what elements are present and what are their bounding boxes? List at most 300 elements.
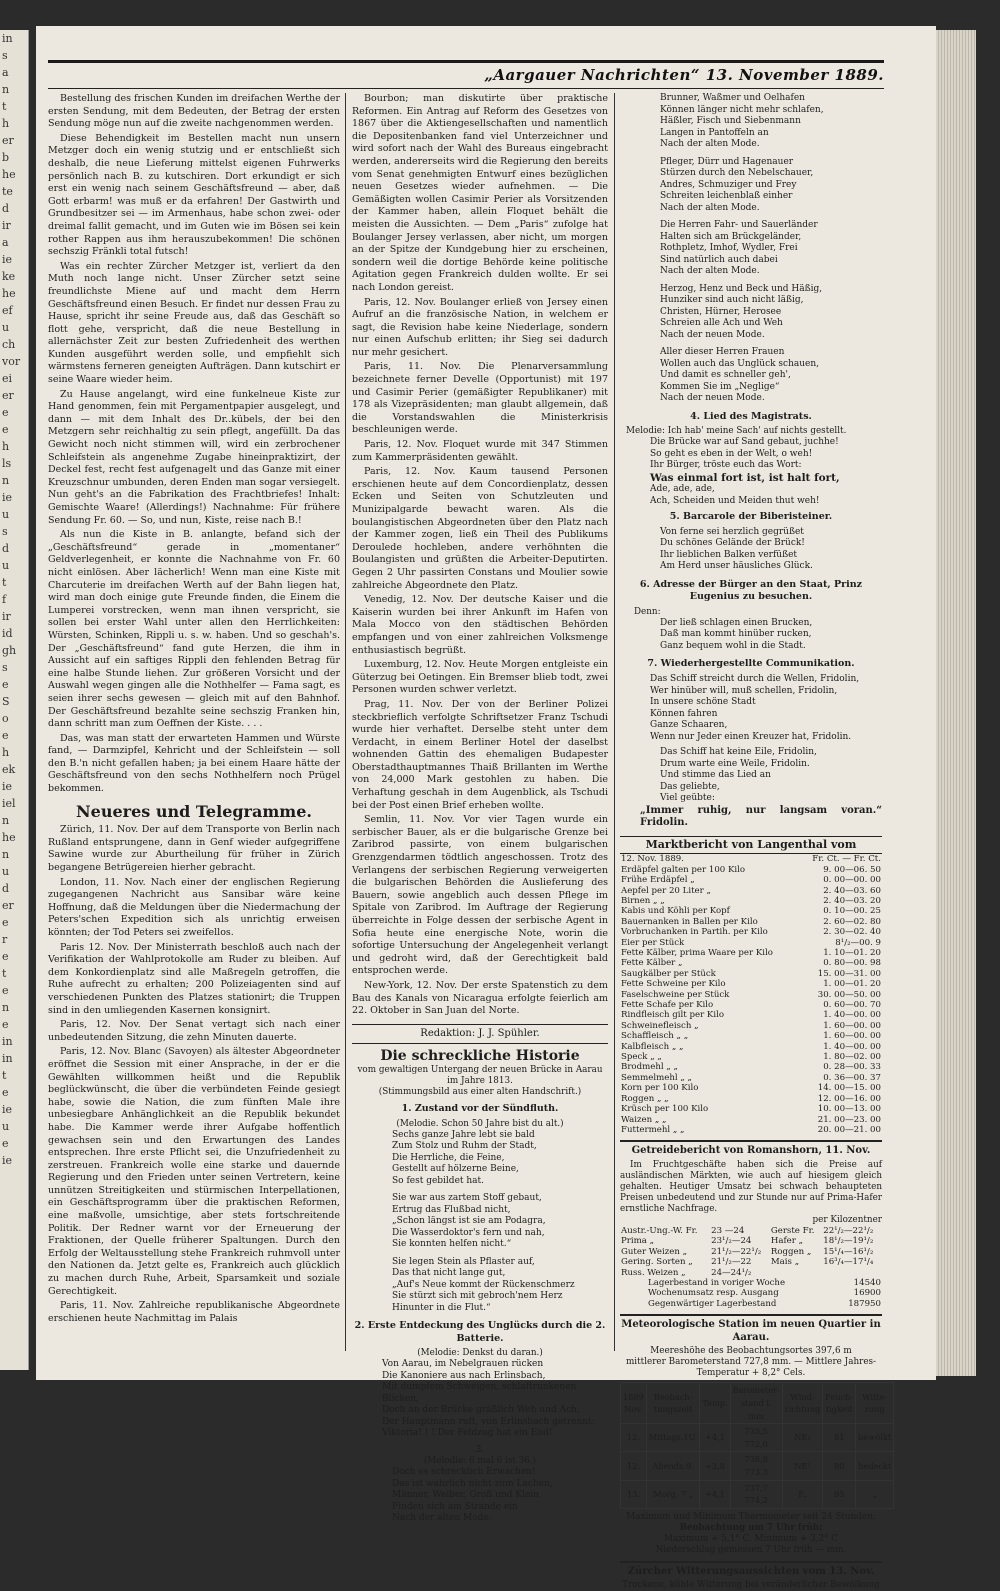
weather-cell: 80 xyxy=(823,1452,856,1480)
market-price: 1. 10—01. 20 xyxy=(823,948,881,958)
weather-col-head: Witterung xyxy=(856,1383,894,1424)
market-row xyxy=(620,875,882,885)
grain-unit: per Kilozentner xyxy=(812,1214,882,1225)
strip-fragment: s xyxy=(2,661,8,674)
grain-item: Roggen „ xyxy=(770,1246,812,1257)
grain-row xyxy=(620,1226,882,1236)
weather-minmax: Maximum und Minimum Thermometer seit 24 Stunden: xyxy=(626,1511,876,1522)
verse-bold-line: „Immer ruhig, nur langsam voran.“ Fridolin. xyxy=(640,804,882,829)
grain-price: 21¹/₂—22 xyxy=(711,1257,752,1268)
part2-melody: (Melodie: Denkst du daran.) xyxy=(417,1348,543,1359)
market-item: Waizen „ „ xyxy=(621,1114,667,1125)
strip-fragment: n xyxy=(2,1001,10,1014)
strip-fragment: e xyxy=(2,984,9,997)
strip-fragment: n xyxy=(2,474,10,487)
market-price: 10. 00—13. 00 xyxy=(817,1104,881,1115)
market-item: Bauernanken in Ballen per Kilo xyxy=(621,916,758,927)
market-item: Fette Schweine per Kilo xyxy=(621,979,726,990)
strip-fragment: n xyxy=(2,814,10,827)
market-price: 1. 60—00. 00 xyxy=(823,1031,881,1042)
paragraph: Als nun die Kiste in B. anlangte, befand sich der „Geschäftsfreund“ gerade in „momentaner“ Geldverlegenheit, er konnte die Nachnahme von Fr. 60 nicht einlösen. Aber lächerlich! Wenn man eine Kiste mit Charcuterie im dreifachen Werth auf der Bahn liegen hat, wird man doch einige gute Freunde finden, die Einem die Lumperei vorstrecken, wenn man ihnen verspricht, sie sollen bei erster Wahl unter allen den Herrlichkeiten: Würsten, Schinken, Rippli u. s. w. haben. Und so geschah's. Der „Geschäftsfreund“ fand gute Herzen, die ihm in Aussicht auf ein saftiges Rippli den fehlenden Betrag für eine halbe Stunde liehen. Zur größeren Vorsicht und der Auswahl wegen gingen alle die Nothhelfer — Fama sagt, es seien ihrer sechs gewesen — gleich mit auf den Bahnhof. Der Geschäftsfreund bezahlte seine sechszig Franken hin, dann schritt man zum Oeffnen der Kiste. . . . xyxy=(48,529,340,730)
market-item: Saugkälber per Stück xyxy=(621,968,716,979)
market-item: Roggen „ „ xyxy=(621,1093,669,1104)
weather-cell: +4,1 xyxy=(700,1480,730,1508)
weather-cell: 12. xyxy=(621,1424,647,1452)
market-row xyxy=(620,1073,882,1083)
strip-fragment: u xyxy=(2,508,10,521)
masthead: „Aargauer Nachrichten“ 13. November 1889. xyxy=(484,66,884,84)
part3-title: 3. xyxy=(475,1443,485,1455)
strip-fragment: e xyxy=(2,1137,9,1150)
strip-fragment: o xyxy=(2,712,9,725)
verse: Sie war aus zartem Stoff gebaut, Ertrug das Flußbad nicht, „Schon längst ist sie am Podagra, Die Wasserdoktor's fern und nah, Sie konnten helfen nicht.“ xyxy=(392,1193,546,1250)
telegram: Semlin, 11. Nov. Vor vier Tagen wurde ein serbischer Bauer, als er die bulgarische Grenze bei Zaribrod passirte, von einem bulgarischen Grenzgendarmen tödtlich angeschossen. Trotz des Verlangens der serbischen Regierung verweigerten die bulgarischen Behörden die Auslieferung des Bauern, sowie angeblich auch dessen Pflege im Spitale von Zaribrod. Im Auftrage der Regierung überreichte in Folge dessen der serbische Agent in Sofia heute eine energische Note, worin die sofortige Untersuchung der Angelegenheit verlangt und gedroht wird, daß der Gerechtigkeit bald entsprochen werde. xyxy=(352,814,608,977)
strip-fragment: er xyxy=(2,899,14,912)
grain-item: Austr.-Ung.-W. Fr. xyxy=(621,1225,698,1236)
weather-values: Maximum + 5,1° C. Minimum + 3,2° C xyxy=(663,1533,839,1544)
market-row xyxy=(620,1052,882,1062)
verse-bold-line: Was einmal fort ist, ist halt fort, xyxy=(650,471,840,484)
grain-price: 15¹/₄—16¹/₂ xyxy=(823,1246,874,1257)
strip-fragment: ek xyxy=(2,763,16,776)
strip-fragment: u xyxy=(2,1120,10,1133)
verse: Die Brücke war auf Sand gebaut, juchhe! So geht es eben in der Welt, o weh! Ihr Bürger, tröste euch das Wort: xyxy=(650,437,839,471)
strip-fragment: b xyxy=(2,151,10,164)
market-row xyxy=(620,1062,882,1072)
telegram: London, 11. Nov. Nach einer der englischen Regierung zugegangenen Nachricht aus Sansibar wäre keine Hoffnung, daß die Meldungen über die Niedermachung der Peters'schen Expedition sich als unrichtig erweisen könnten; der Tod Peters sei zweifellos. xyxy=(48,876,340,938)
weather-cell: bewölkt xyxy=(856,1424,894,1452)
part4-title: 4. Lied des Magistrats. xyxy=(690,410,812,422)
strip-fragment: a xyxy=(2,66,9,79)
grain-item: Guter Weizen „ xyxy=(621,1246,688,1257)
grain-report-title: Getreidebericht von Romanshorn, 11. Nov. xyxy=(620,1140,882,1158)
market-price: 2. 40—03. 20 xyxy=(823,895,881,906)
market-header-row xyxy=(620,854,882,864)
verse: Herzog, Henz und Beck und Häßig, Hunziker sind auch nicht läßig, Christen, Hürner, Herosee Schreien alle Ach und Weh Nach der neuen Mode. xyxy=(660,283,823,340)
market-price: 1. 60—00. 00 xyxy=(823,1020,881,1031)
market-item: Vorbruchanken in Partih. per Kilo xyxy=(621,927,768,938)
verse: Sie legen Stein als Pflaster auf, Das that nicht lange gut, „Auf's Neue kommt der Rückenschmerz Sie stürzt sich mit gebroch'nem Herz Hinunter in die Flut.“ xyxy=(392,1256,575,1313)
strip-fragment: er xyxy=(2,134,14,147)
verse: Aller dieser Herren Frauen Wollen auch das Unglück schauen, Und damit es schneller geh', Kommen Sie im „Neglige“ Nach der neuen Mode. xyxy=(660,347,820,403)
market-item: Birnen „ „ xyxy=(621,895,665,906)
market-price: 2. 30—02. 40 xyxy=(823,927,881,938)
column-1 xyxy=(48,93,340,1353)
strip-fragment: te xyxy=(2,185,13,198)
strip-fragment: in xyxy=(2,32,13,45)
verse: Sechs ganze Jahre lebt sie bald Zum Stolz und Ruhm der Stadt, Die Herrliche, die Feine, Gestellt auf hölzerne Beine, So fest gebildet hat. xyxy=(392,1129,537,1186)
paragraph: Zu Hause angelangt, wird eine funkelneue Kiste zur Hand genommen, fein mit Pergamentpapier ausgelegt, und dann — mit dem Inhalt des Dr..kübels, der bei den Metzgern sehr reichhaltig zu sein pflegt, angefüllt. Da das Gewicht noch nicht stimmen will, wird ein zerbrochener Schleifstein als angenehme Zugabe hineinpraktizirt, der Deckel fest, recht fest aufgenagelt und das Ganze mit einer Kreuzschnur umbunden, deren Enden man sogar versiegelt. Nun geht's an die Fabrikation des Frachtbriefes! Inhalt: Gemischte Waare! (Allerdings!) Nachnahme: Für frühere Sendung Fr. 60. — So, und nun, Kiste, reise nach B.! xyxy=(48,388,340,526)
market-report-title: Marktbericht von Langenthal vom xyxy=(620,836,882,855)
market-row xyxy=(620,1010,882,1020)
market-item: Korn per 100 Kilo xyxy=(621,1083,699,1094)
strip-fragment: n xyxy=(2,83,10,96)
weather-cell: 735,5 772,0 xyxy=(730,1424,782,1452)
strip-fragment: e xyxy=(2,1018,9,1031)
weather-cell: +4,1 xyxy=(700,1424,730,1452)
weather-table xyxy=(620,1382,894,1508)
market-price: 1. 00—01. 20 xyxy=(823,979,881,990)
strip-fragment: ie xyxy=(2,491,13,504)
verse: Doch es schrecklich Erwachen! Das ist wahrlich nicht zum Lachen, Männer, Weiber, Groß und Klein Finden sich am Strande ein Nach der alten Mode. xyxy=(392,1467,553,1524)
strip-fragment: er xyxy=(2,389,14,402)
weather-col-head: 1889 Nov. xyxy=(621,1383,647,1424)
strip-fragment: vor xyxy=(2,355,21,368)
weather-col-head: Beobachtungszeit xyxy=(646,1383,699,1424)
forecast-text: Trockene, kühle Witterung bei veränderlicher Bewölkung xyxy=(622,1580,880,1591)
weather-cell: „ xyxy=(856,1480,894,1508)
grain-price xyxy=(822,1268,882,1278)
market-price: 14. 00—15. 00 xyxy=(817,1083,881,1094)
strip-fragment: ie xyxy=(2,253,13,266)
stock-label: Wochenumsatz resp. Ausgang xyxy=(648,1288,779,1299)
weather-cell: bedeckt xyxy=(856,1452,894,1480)
market-row xyxy=(620,1104,882,1114)
telegram: Paris, 12. Nov. Blanc (Savoyen) als ältester Abgeordneter eröffnet die Session mit einer Ansprache, in der er die Gewählten willkommen heißt und die Republik beglückwünscht, die über die verbündeten Feinde gesiegt habe, sowie die Nation, die zum fünften Male ihre unbesiegbare Anhänglichkeit an die Republik bekundet habe. Die Kammer werde ihrer Aufgabe hoffentlich gewachsen sein und den Erwartungen des Landes entsprechen. Ihre erste Pflicht sei, die Unzufriedenheit zu zerstreuen. Frankreich wolle eine starke und dauernde Regierung und den Frieden unter seinen Vertretern, keine unnützen Streitigkeiten und stürmischen Interpellationen, ein Geschäftsprogramm über die praktischen Reformen, eine maßvolle, umsichtige, aber stets fortschreitende Politik. Der Redner warnt vor der Erneuerung der Fraktionen, der Quelle früherer Spaltungen. Durch den Erfolg der Weltausstellung stehe Frankreich ruhmvoll unter den Nationen da. Jetzt gelte es, Frankreich auch glücklich zu machen durch Ruhe, Arbeit, Sparsamkeit und soziale Gerechtigkeit. xyxy=(48,1046,340,1297)
market-item: Fette Schafe per Kilo xyxy=(621,1000,714,1011)
market-row xyxy=(620,917,882,927)
strip-fragment: in xyxy=(2,1052,13,1065)
part4-melody: Melodie: Ich hab' meine Sach' auf nichts gestellt. xyxy=(626,426,847,437)
grain-item xyxy=(770,1268,822,1278)
telegram: New-York, 12. Nov. Der erste Spatenstich zu dem Bau des Kanals von Nicaragua erfolgte feierlich am 22. Oktober in San Juan del Norte. xyxy=(352,979,608,1017)
verse: Die Herren Fahr- und Sauerländer Halten sich am Brückgeländer, Rothpletz, Imhof, Wydler, Frei Sind natürlich auch dabei Nach der alten Mode. xyxy=(660,220,818,276)
market-item: Krüsch per 100 Kilo xyxy=(621,1104,709,1115)
grain-item: Hafer „ xyxy=(770,1236,804,1247)
weather-line: Meereshöhe des Beobachtungsortes 397,6 m xyxy=(650,1346,852,1357)
market-row xyxy=(620,1125,882,1135)
grain-price: 16³/₄—17¹/₄ xyxy=(823,1257,874,1268)
strip-fragment: t xyxy=(2,967,7,980)
strip-fragment: ie xyxy=(2,1154,13,1167)
weather-cell: 13. xyxy=(621,1480,647,1508)
weather-col-head: Temp. xyxy=(700,1383,730,1424)
market-row xyxy=(620,1000,882,1010)
part7-title: 7. Wiederhergestellte Communikation. xyxy=(647,658,855,670)
strip-fragment: d xyxy=(2,202,10,215)
page-edges xyxy=(936,30,976,1376)
part1-melody: (Melodie. Schon 50 Jahre bist du alt.) xyxy=(396,1118,564,1129)
market-item: Brodmehl „ „ xyxy=(621,1062,678,1073)
editor-line: Redaktion: J. J. Spühler. xyxy=(352,1024,608,1045)
weather-precip: Niederschlag gemessen 7 Uhr früh — mm. xyxy=(655,1544,847,1555)
strip-fragment: iel xyxy=(2,797,16,810)
grain-item: Gerste Fr. xyxy=(770,1225,815,1236)
weather-row xyxy=(621,1480,894,1508)
weather-cell: 12. xyxy=(621,1452,647,1480)
market-price: 1. 80—02. 00 xyxy=(823,1052,881,1063)
market-row xyxy=(620,948,882,958)
weather-line: mittlerer Barometerstand 727,8 mm. — Mittlere Jahres- xyxy=(625,1357,877,1368)
strip-fragment: ie xyxy=(2,780,13,793)
market-price: 30. 00—50. 00 xyxy=(817,989,881,1000)
paragraph: Diese Behendigkeit im Bestellen macht nun unsern Metzger doch ein wenig stutzig und er entschließt sich deshalb, die neue Lieferung mittelst eigenen Fuhrwerks persönlich nach B. zu kutschiren. Dort erkundigt er sich erst ein wenig nach seinem Geschäftsfreund — aber, daß Gott erbarm! was muß er da erfahren! Der Gastwirth und Grundbesitzer sei — im Armenhaus, habe schon zwei- oder dreimal fallit gemacht, und im Guten wie im Bösen sei kein rother Rappen aus ihm herauszubekommen! Die schönen sechszig Fränkli total futsch! xyxy=(48,132,340,258)
weather-cell: E, xyxy=(782,1480,822,1508)
strip-fragment: S xyxy=(2,695,10,708)
market-item: Faselschweine per Stück xyxy=(621,989,730,1000)
market-item: Frühe Erdäpfel „ xyxy=(621,875,695,886)
telegram: Paris 12. Nov. Der Ministerrath beschloß auch nach der Verifikation der Wahlprotokolle am Ruder zu bleiben. Auf dem Konkordienplatz sind alle Maßregeln getroffen, die Ruhe aufrecht zu erhalten; 200 Polizeiagenten sind auf verschiedenen Punkten des Platzes stationirt; die Truppen sind in den umliegenden Kasernen konsignirt. xyxy=(48,941,340,1016)
weather-row xyxy=(621,1424,894,1452)
strip-fragment: r xyxy=(2,933,8,946)
grain-row xyxy=(620,1247,882,1257)
telegram: Paris, 12. Nov. Der Senat vertagt sich nach einer unbedeutenden Sitzung, die zehn Minuten dauerte. xyxy=(48,1019,340,1043)
market-price: 0. 80—00. 98 xyxy=(823,958,881,969)
part6-title: 6. Adresse der Bürger an den Staat, Prinz Eugenius zu besuchen. xyxy=(639,578,863,603)
weather-cell: NE¹ xyxy=(782,1452,822,1480)
forecast-title: Zürcher Witterungsaussichten vom 13. Nov. xyxy=(620,1561,882,1579)
grain-row xyxy=(620,1257,882,1267)
strip-fragment: d xyxy=(2,882,10,895)
stock-label: Gegenwärtiger Lagerbestand xyxy=(648,1298,777,1309)
grain-price: 22¹/₂—22¹/₂ xyxy=(823,1225,874,1236)
telegram: Prag, 11. Nov. Der von der Berliner Polizei steckbrieflich verfolgte Schriftsetzer Franz Tschudi wurde hier verhaftet. Derselbe steht unter dem Verdacht, in einem Berliner Hotel der daselbst wohnenden Gattin des ehemaligen Budapester Oberstadthauptmannes Thaiß Brillanten im Werthe von 24,000 Mark gestohlen zu haben. Die Verhaftung geschah in dem Augenblick, als Tschudi bei der Post einen Brief erheben wollte. xyxy=(352,698,608,811)
grain-item: Gering. Sorten „ xyxy=(621,1257,693,1268)
weather-cell: Abends.9. xyxy=(646,1452,699,1480)
grain-table xyxy=(620,1226,882,1278)
market-date: 12. Nov. 1889. xyxy=(621,854,684,865)
market-item: Schweinefleisch „ xyxy=(621,1020,699,1031)
column-rule-1 xyxy=(345,93,346,1351)
stock-row xyxy=(620,1299,882,1309)
market-price: 0. 28—00. 33 xyxy=(823,1062,881,1073)
market-price: 0. 00—00. 00 xyxy=(823,875,881,886)
market-price: 8¹/₂—00. 9 xyxy=(835,937,881,948)
strip-fragment: u xyxy=(2,559,10,572)
part5-title: 5. Barcarole der Biberisteiner. xyxy=(669,511,833,523)
market-row xyxy=(620,969,882,979)
market-row xyxy=(620,1031,882,1041)
grain-price: 21¹/₂—22¹/₂ xyxy=(711,1246,762,1257)
market-row xyxy=(620,938,882,948)
stock-label: Lagerbestand in voriger Woche xyxy=(648,1277,786,1288)
telegram: Paris, 11. Nov. Die Plenarversammlung bezeichnete ferner Develle (Opportunist) mit 197 und Casimir Perier (gemäßigter Republikaner) mit 178 als Vizepräsidenten; man glaubt allgemein, daß die Vorstandswahlen die Ministerkrisis beschleunigen werde. xyxy=(352,361,608,436)
market-price: 0. 10—00. 25 xyxy=(823,906,881,917)
stock-value: 187950 xyxy=(848,1298,881,1309)
weather-cell: Mittags.1U. xyxy=(646,1424,699,1452)
market-price: 1. 40—00. 00 xyxy=(823,1041,881,1052)
strip-fragment: e xyxy=(2,406,9,419)
market-item: Eier per Stück xyxy=(621,937,685,948)
market-row xyxy=(620,1083,882,1093)
market-price: 2. 60—02. 80 xyxy=(823,916,881,927)
grain-row xyxy=(620,1236,882,1246)
market-item: Speck „ „ xyxy=(621,1052,662,1063)
grain-price: 18¹/₂—19¹/₂ xyxy=(823,1236,874,1247)
grain-report-text: Im Fruchtgeschäfte haben sich die Preise auf ausländischen Märkten, wie auch auf hiesigem gleich gehalten. Heutiger Umsatz bei schwach behaupteten Preisen unbedeutend und zur Stunde nur auf Prima-Hafer ernstliche Nachfrage. xyxy=(620,1159,882,1214)
strip-fragment: he xyxy=(2,287,16,300)
part2-title: 2. Erste Entdeckung des Unglücks durch die 2. Batterie. xyxy=(354,1320,606,1344)
weather-cell: 737,7 774,2 xyxy=(730,1480,782,1508)
market-item: Aepfel per 20 Liter „ xyxy=(621,885,711,896)
weather-cell: 95 xyxy=(823,1480,856,1508)
paragraph: Bestellung des frischen Kunden im dreifachen Werthe der ersten Sendung, mit dem Bedeuten, der Betrag der ersten Sendung möge nun auf die zweite nachgenommen werden. xyxy=(48,93,340,130)
strip-fragment: t xyxy=(2,576,7,589)
part3-melody: (Melodie: 6 mal 6 ist 36.) xyxy=(423,1456,537,1467)
grain-item: Mais „ xyxy=(770,1257,800,1268)
strip-fragment: a xyxy=(2,236,9,249)
column-rule-2 xyxy=(614,93,615,1351)
verse: Pfleger, Dürr und Hagenauer Stürzen durch den Nebelschauer, Andres, Schmuziger und Frey Schreiten leichenblaß einher Nach der alten Mode. xyxy=(660,156,814,213)
market-item: Rindfleisch gilt per Kilo xyxy=(621,1010,725,1021)
strip-fragment: h xyxy=(2,117,10,130)
market-row xyxy=(620,886,882,896)
telegram: Paris, 12. Nov. Boulanger erließ von Jersey einen Aufruf an die französische Nation, in welchem er sagt, die Revision habe keine Niederlage, sondern nur einen Aufschub erlitten; ihr Sieg sei dadurch nur mehr gesichert. xyxy=(352,296,608,358)
weather-cell: NE₁ xyxy=(782,1424,822,1452)
market-row xyxy=(620,927,882,937)
market-price: 15. 00—31. 00 xyxy=(817,968,881,979)
market-row xyxy=(620,979,882,989)
news-section-title: Neueres und Telegramme. xyxy=(76,801,312,821)
grain-item: Prima „ xyxy=(621,1236,655,1247)
strip-fragment: ls xyxy=(2,457,12,470)
market-row xyxy=(620,906,882,916)
weather-cell: Morg. 7 „ xyxy=(646,1480,699,1508)
market-price: 9. 00—06. 50 xyxy=(823,864,881,875)
grain-price: 23 —24 xyxy=(711,1225,745,1236)
telegram: Bourbon; man diskutirte über praktische Reformen. Ein Antrag auf Reform des Gesetzes von 1867 über die Aktiengesellschaften und namentlich die Depositenbanken fand viel Unterzeichner und wird sofort nach der Wahl des Bureaus eingebracht werden, andererseits wird die Regierung den bereits vom Senat genehmigten Entwurf eines bezüglichen neuen Gesetzes wieder aufnehmen. — Die Gemäßigten wollen Casimir Perier als Vorsitzenden der Kammer haben, allein Floquet behält die meisten die Aussichten. — Dem „Paris“ zufolge hat Boulanger Jersey verlassen, aber nicht, um morgen an der Spitze der Kundgebung hier zu erscheinen, sondern weil die dortige Behörde keine politische Agitation gegen Frankreich dulden wollte. Er sei nach London gereist. xyxy=(352,93,609,293)
story-continuation xyxy=(48,93,340,796)
strip-fragment: t xyxy=(2,100,7,113)
strip-fragment: h xyxy=(2,746,10,759)
grain-row xyxy=(620,1268,882,1278)
weather-col-head: Windrichtung xyxy=(782,1383,822,1424)
header-rule xyxy=(48,60,884,63)
market-row xyxy=(620,1115,882,1125)
market-price: 21. 00—23. 00 xyxy=(817,1114,881,1125)
grain-stock-table xyxy=(620,1278,882,1309)
telegram: Paris, 12. Nov. Floquet wurde mit 347 Stimmen zum Kammerpräsidenten gewählt. xyxy=(352,439,608,463)
paragraph: Das, was man statt der erwarteten Hammen und Würste fand, — Darmzipfel, Kehricht und der Schleifstein — soll den B.'n nicht gefallen haben; ja bei einem Haare hätte der Geschäftsfreund von den sechs Nothhelfern noch Prügel bekommen. xyxy=(48,732,340,795)
header-underline xyxy=(48,88,884,89)
verse: Brunner, Waßmer und Oelhafen Können länger nicht mehr schlafen, Häßler, Fisch und Siebenmann Langen in Pantoffeln an Nach der alten Mode. xyxy=(660,93,824,149)
market-item: Futtermehl „ „ xyxy=(621,1124,685,1135)
strip-fragment: u xyxy=(2,321,10,334)
weather-col-head: Barometerstand i. mm xyxy=(730,1383,782,1424)
part1-title: 1. Zustand vor der Sündfluth. xyxy=(401,1102,559,1114)
stock-row xyxy=(620,1288,882,1298)
strip-fragment: ie xyxy=(2,1103,13,1116)
strip-fragment: ei xyxy=(2,372,13,385)
verse: Der ließ schlagen einen Brucken, Daß man kommt hinüber rucken, Ganz bequem wohl in die Stadt. xyxy=(660,617,813,651)
telegram: Paris, 11. Nov. Zahlreiche republikanische Abgeordnete erschienen heute Nachmittag im Palais xyxy=(48,1300,340,1324)
verse: Von ferne sei herzlich gegrüßet Du schönes Gelände der Brück! Ihr lieblichen Balken verfüßet Am Herd unser häusliches Glück. xyxy=(660,526,813,572)
strip-fragment: in xyxy=(2,1035,13,1048)
strip-fragment: he xyxy=(2,831,16,844)
weather-title: Meteorologische Station im neuen Quartier in Aarau. xyxy=(620,1314,882,1344)
column-3 xyxy=(620,93,892,1591)
poem-source: (Stimmungsbild aus einer alten Handschrift.) xyxy=(378,1086,582,1097)
strip-fragment: ir xyxy=(2,219,11,232)
market-item: Erdäpfel galten per 100 Kilo xyxy=(621,864,746,875)
market-price: 20. 00—21. 00 xyxy=(817,1124,881,1135)
strip-fragment: he xyxy=(2,168,16,181)
strip-fragment: e xyxy=(2,678,9,691)
strip-fragment: h xyxy=(2,440,10,453)
strip-fragment: gh xyxy=(2,644,17,657)
market-row xyxy=(620,1042,882,1052)
weather-cell: 81 xyxy=(823,1424,856,1452)
adjacent-page-strip xyxy=(0,30,29,1370)
stock-value: 14540 xyxy=(853,1277,881,1288)
strip-fragment: ir xyxy=(2,610,11,623)
market-row xyxy=(620,958,882,968)
verse: Ade, ade, ade, Ach, Scheiden und Meiden thut weh! xyxy=(650,484,820,506)
market-row xyxy=(620,990,882,1000)
market-item: Semmelmehl „ „ xyxy=(621,1072,692,1083)
strip-fragment: id xyxy=(2,627,13,640)
grain-price: 24—24¹/₂ xyxy=(711,1267,752,1278)
strip-fragment: f xyxy=(2,593,7,606)
market-item: Schaffleisch „ „ xyxy=(621,1031,689,1042)
poem-subtitle: vom gewaltigen Untergang der neuen Brücke in Aarau im Jahre 1813. xyxy=(357,1064,603,1086)
telegram: Venedig, 12. Nov. Der deutsche Kaiser und die Kaiserin wurden bei ihrer Ankunft im Hafen von Mala Mocco von den städtischen Behörden empfangen und von einer zahlreichen Volksmenge enthusiastisch begrüßt. xyxy=(352,594,608,656)
strip-fragment: e xyxy=(2,729,9,742)
verse: Von Aarau, im Nebelgrauen rücken Die Kanoniere aus nach Erlinsbach, Mit dumpfem Schweigen, schlaftrunkenen Blicken, Doch an der Brücke gräßlich Weh und Ach, Der Hauptmann ruft, von Erlinsbach getrennt: Viktoria! ! ! Der Feldzug hat ein End! xyxy=(382,1359,595,1439)
weather-line: Temperatur + 8,2° Cels. xyxy=(696,1368,806,1379)
weather-row xyxy=(621,1452,894,1480)
market-price: 2. 40—03. 60 xyxy=(823,885,881,896)
market-price: 1. 40—00. 00 xyxy=(823,1010,881,1021)
part6-denn: Denn: xyxy=(634,606,661,617)
market-item: Kabis und Köhli per Kopf xyxy=(621,906,730,917)
strip-fragment: e xyxy=(2,916,9,929)
market-item: Fette Kälber, prima Waare per Kilo xyxy=(621,948,773,958)
market-row xyxy=(620,1021,882,1031)
strip-fragment: e xyxy=(2,950,9,963)
grain-item: Russ. Weizen „ xyxy=(621,1267,686,1278)
market-row xyxy=(620,1094,882,1104)
stock-row xyxy=(620,1278,882,1288)
column-2 xyxy=(352,93,609,1524)
telegram-list-cont xyxy=(352,93,608,1018)
market-price: 12. 00—16. 00 xyxy=(817,1093,881,1104)
strip-fragment: e xyxy=(2,1086,9,1099)
strip-fragment: d xyxy=(2,542,10,555)
market-item: Kalbfleisch „ „ xyxy=(621,1041,684,1052)
strip-fragment: ef xyxy=(2,304,13,317)
market-price: 0. 60—00. 70 xyxy=(823,1000,881,1011)
strip-fragment: s xyxy=(2,49,8,62)
telegram: Luxemburg, 12. Nov. Heute Morgen entgleiste ein Güterzug bei Oetingen. Ein Bremser blieb todt, zwei Personen wurden schwer verletzt. xyxy=(352,659,608,696)
stock-value: 16900 xyxy=(853,1288,881,1299)
market-item: Fette Kälber „ xyxy=(621,958,683,969)
weather-obs: Beobachtung um 7 Uhr früh: xyxy=(679,1522,823,1533)
strip-fragment: ke xyxy=(2,270,16,283)
strip-fragment: e xyxy=(2,423,9,436)
grain-price: 23¹/₂—24 xyxy=(711,1236,752,1247)
market-col-head: Fr. Ct. — Fr. Ct. xyxy=(812,854,881,865)
telegram: Paris, 12. Nov. Kaum tausend Personen erschienen heute auf dem Concordienplatz, dessen Ecken und Seiten von Schutzleuten und Munizipalgarde bewacht waren. Als die boulangistischen Abgeordneten über den Platz nach der Kammer zogen, ließ ein Theil des Publikums Deroulede hochleben, andere verhöhnten die Boulangisten und grüßten die Arbeiter-Deputirten. Gegen 2 Uhr passirten Constans und Moulier sowie zahlreiche Abgeordnete den Platz. xyxy=(352,466,608,591)
telegram-list xyxy=(48,824,340,1325)
weather-cell: +3,8 xyxy=(700,1452,730,1480)
weather-col-head: Feuchtigkeit xyxy=(823,1383,856,1424)
paragraph: Was ein rechter Zürcher Metzger ist, verliert da den Muth noch lange nicht. Unser Zürcher setzt seine freundlichste Miene auf und macht dem Herrn Geschäftsfreund einen Besuch. Er findet nur dessen Frau zu Hause, spricht ihr seine Freude aus, daß das Geschäft so flott gehe, verspricht, daß die neue Bestellung in allernächster Zeit zur besten Zufriedenheit des werthen Kunden ausgeführt werden solle, und empfiehlt sich wärmstens ferneren geneigten Aufträgen. Dann kutschirt er seine Waare wieder heim. xyxy=(48,260,340,386)
strip-fragment: u xyxy=(2,865,10,878)
strip-fragment: s xyxy=(2,525,8,538)
verse: Das Schiff hat keine Eile, Fridolin, Drum warte eine Weile, Fridolin. Und stimme das Lied an Das geliebte, Viel geübte: xyxy=(660,747,817,804)
strip-fragment: ch xyxy=(2,338,16,351)
weather-cell: 736,8 773,3 xyxy=(730,1452,782,1480)
market-price: 0. 36—00. 37 xyxy=(823,1072,881,1083)
market-row xyxy=(620,865,882,875)
market-row xyxy=(620,896,882,906)
poem-title: Die schreckliche Historie xyxy=(380,1048,580,1065)
market-table xyxy=(620,854,882,1135)
strip-fragment: n xyxy=(2,848,10,861)
telegram: Zürich, 11. Nov. Der auf dem Transporte von Berlin nach Rußland entsprungene, dann in Genf wieder aufgegriffene Sawine wurde zur Aburtheilung für früher in Zürich begangene Betrügereien hierher gebracht. xyxy=(48,824,340,874)
verse: Das Schiff streicht durch die Wellen, Fridolin, Wer hinüber will, muß schellen, Fridolin, In unsere schöne Stadt Können fahren Ganze Schaaren, Wenn nur Jeder einen Kreuzer hat, Fridolin. xyxy=(650,674,860,742)
